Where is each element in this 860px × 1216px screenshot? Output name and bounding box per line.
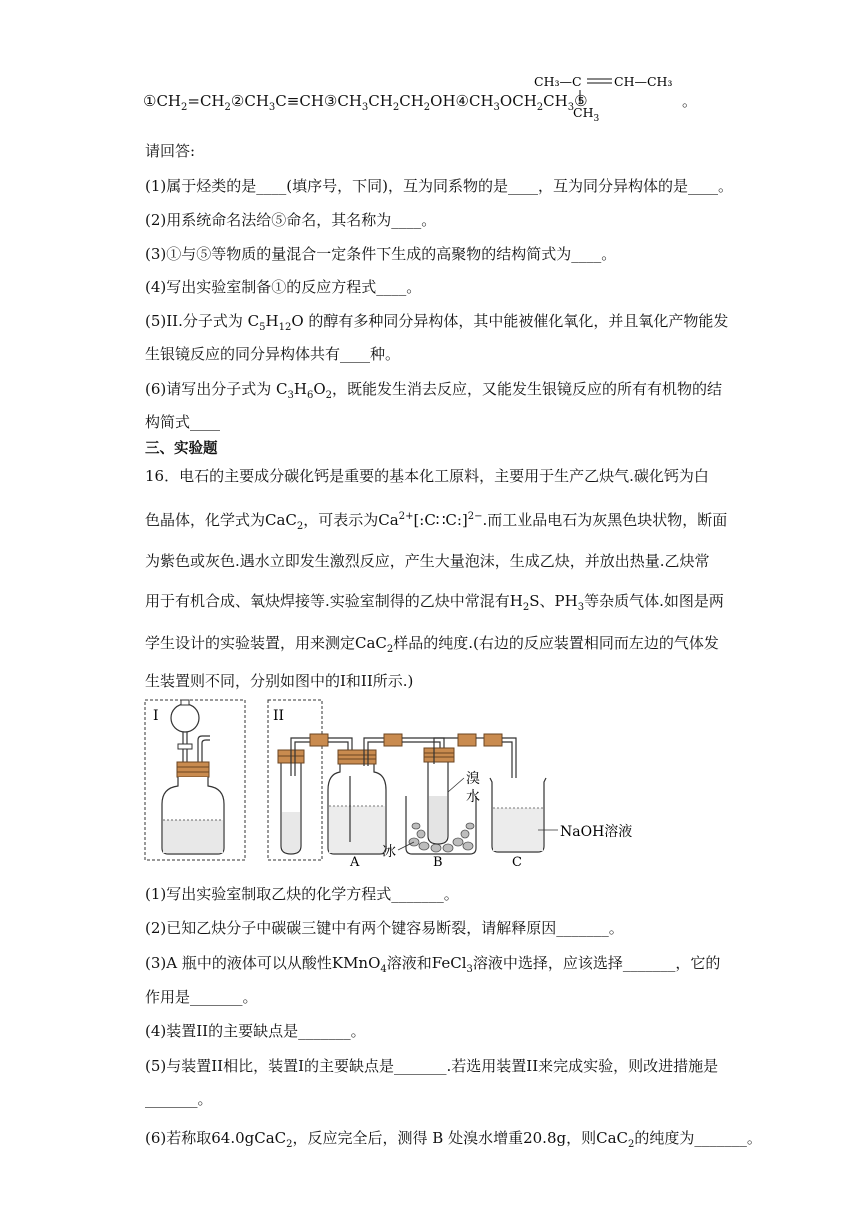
- subscript: 2: [296, 521, 304, 532]
- label-C: C: [512, 855, 522, 870]
- paragraph-16-line-2: [145, 509, 727, 531]
- text: O 的醇有多种同分异构体，其中能被催化氧化，并且氧化产物能发: [291, 312, 729, 330]
- question-6-line-1: [145, 378, 722, 400]
- compound-text: OH④CH: [430, 92, 494, 110]
- section-heading-experiment: 三、实验题: [145, 441, 218, 457]
- subscript: 5: [259, 322, 266, 333]
- funnel-stopcock: [178, 744, 192, 749]
- rubber-stopper-A: [338, 750, 376, 764]
- subscript: 3: [287, 390, 294, 401]
- exp-question-4: (4)装置II的主要缺点是_______。: [145, 1022, 366, 1040]
- experiment-apparatus-figure: [140, 696, 660, 874]
- text: S、PH: [529, 592, 578, 610]
- subscript: 2: [224, 102, 231, 113]
- funnel-bulb: [171, 704, 199, 732]
- text: 的纯度为_______。: [634, 1129, 762, 1147]
- compound-text: ②CH: [230, 92, 269, 110]
- paragraph-16-line-1: 16．电石的主要成分碳化钙是重要的基本化工原料，主要用于生产乙炔气.碳化钙为白: [145, 467, 709, 485]
- formula: CaC: [596, 1129, 629, 1147]
- subscript: 2: [628, 1139, 635, 1150]
- subscript: 3: [466, 964, 473, 975]
- label-A: A: [350, 855, 360, 870]
- connector-B-C-1: [458, 734, 476, 746]
- compound-text: CH: [368, 92, 393, 110]
- label-I: I: [153, 708, 159, 724]
- label-ice: 冰: [382, 844, 396, 860]
- exp-question-5-line-1: (5)与装置II相比，装置I的主要缺点是_______.若选用装置II来完成实验，则改进措施是: [145, 1057, 719, 1075]
- question-5-line-2: 生银镜反应的同分异构体共有____种。: [145, 345, 401, 363]
- connector-A-B: [384, 734, 402, 746]
- subscript: 2: [392, 102, 400, 113]
- subscript: 2: [536, 102, 544, 113]
- text: (6)请写出分子式为 C: [145, 380, 288, 398]
- text: 学生设计的实验装置，用来测定CaC: [145, 634, 387, 652]
- value: 20.8g: [523, 1129, 567, 1147]
- flask-I-liquid: [163, 820, 223, 853]
- text: 溶液和: [386, 954, 432, 972]
- text: 用于有机合成、氧炔焊接等.实验室制得的乙炔中常混有H: [145, 592, 523, 610]
- question-6-line-2: 构简式____: [145, 413, 221, 431]
- exp-question-3-line-1: [145, 952, 720, 974]
- question-1: (1)属于烃类的是____(填序号，下同)，互为同系物的是____，互为同分异构体的是____。: [145, 177, 733, 195]
- line-end-period: 。: [682, 92, 698, 110]
- subscript: 6: [306, 390, 314, 401]
- text: (6)若称取: [145, 1129, 212, 1147]
- label-bromine-2: 水: [466, 789, 480, 805]
- funnel-stopper: [181, 700, 189, 705]
- beaker-C-liquid: [493, 808, 543, 851]
- struct-right-text: CH—CH₃: [614, 74, 673, 89]
- compound-text: OCH: [499, 92, 537, 110]
- compound-text: =CH: [187, 92, 225, 110]
- text: 色晶体，化学式为CaC: [145, 511, 297, 529]
- connector-II-A: [310, 734, 328, 746]
- text: H: [293, 380, 307, 398]
- rubber-stopper-I: [177, 762, 209, 777]
- text: ，既能发生消去反应，又能发生银镜反应的所有有机物的结: [332, 380, 723, 398]
- subscript: 3: [361, 102, 369, 113]
- question-2: (2)用系统命名法给⑤命名，其名称为____。: [145, 211, 437, 229]
- bottle-A-liquid: [329, 806, 385, 853]
- text: H: [265, 312, 279, 330]
- text: (3)A 瓶中的液体可以从酸性: [145, 954, 332, 972]
- exp-question-2: (2)已知乙炔分子中碳碳三键中有两个键容易断裂，请解释原因_______。: [145, 919, 624, 937]
- compound-text: C≡CH③CH: [275, 92, 362, 110]
- compound-text: ①CH: [143, 92, 182, 110]
- label-II: II: [273, 708, 285, 724]
- subscript: 2: [181, 102, 188, 113]
- superscript: 2+: [398, 511, 414, 522]
- connector-B-C-2: [484, 734, 502, 746]
- paragraph-16-line-3: 为紫色或灰色.遇水立即发生激烈反应，产生大量泡沫，生成乙炔，并放出热量.乙炔常: [145, 552, 710, 570]
- question-3: (3)①与⑤等物质的量混合一定条件下生成的高聚物的结构简式为____。: [145, 245, 617, 263]
- bromine-water: [429, 796, 447, 843]
- subscript: 3: [577, 602, 585, 613]
- compound-text: CH: [399, 92, 424, 110]
- exp-question-1: (1)写出实验室制取乙炔的化学方程式_______。: [145, 885, 459, 903]
- paragraph-16-line-6: 生装置则不同，分别如图中的I和II所示.): [145, 672, 414, 690]
- text: 样品的纯度.(右边的反应装置相同而左边的气体发: [393, 634, 719, 652]
- formula: FeCl: [431, 954, 467, 972]
- subscript: 2: [286, 1139, 293, 1150]
- superscript: 2−: [467, 511, 483, 522]
- exp-question-3-line-2: 作用是_______。: [145, 988, 258, 1006]
- formula: KMnO: [331, 954, 381, 972]
- subscript: 3: [493, 102, 500, 113]
- bromine-pointer: [448, 778, 464, 792]
- text: O: [313, 380, 326, 398]
- text: .而工业品电石为灰黑色块状物，断面: [482, 511, 728, 529]
- label-naoh: NaOH溶液: [560, 824, 633, 840]
- question-4: (4)写出实验室制备①的反应方程式____。: [145, 278, 422, 296]
- subscript: 2: [522, 602, 530, 613]
- text: 溶液中选择，应该选择_______，它的: [472, 954, 721, 972]
- text: ，反应完全后，测得 B 处溴水增重: [292, 1129, 524, 1147]
- compound-list: [143, 90, 588, 112]
- please-answer: 请回答:: [145, 142, 196, 160]
- subscript: 12: [278, 322, 292, 333]
- struct-bottom-ch3: $CH_3$: [573, 105, 600, 124]
- structure-5-diagram: [530, 68, 680, 126]
- exp-question-6: [145, 1127, 762, 1149]
- text: (5)II.分子式为 C: [145, 312, 260, 330]
- text: ，可表示为Ca: [303, 511, 399, 529]
- paragraph-16-line-5: [145, 632, 719, 654]
- subscript: 3: [268, 102, 276, 113]
- rubber-stopper-B: [424, 748, 454, 762]
- subscript: 2: [423, 102, 431, 113]
- subscript: 2: [386, 644, 394, 655]
- subscript: 3: [567, 102, 575, 113]
- label-B: B: [433, 855, 443, 870]
- compound-text: ⑤: [574, 92, 588, 110]
- compound-text: CH: [543, 92, 568, 110]
- paragraph-16-line-4: [145, 590, 724, 612]
- exp-question-5-line-2: _______。: [145, 1090, 213, 1108]
- test-tube-liquid: [282, 812, 300, 853]
- question-5-line-1: [145, 310, 728, 332]
- text: 等杂质气体.如图是两: [584, 592, 724, 610]
- formula: 64.0gCaC: [211, 1129, 287, 1147]
- electron-formula: [:C∷C:]: [413, 511, 468, 529]
- text: ，则: [566, 1129, 597, 1147]
- struct-left-text: CH₃—C: [534, 74, 582, 89]
- subscript: 4: [380, 964, 387, 975]
- subscript: 2: [325, 390, 333, 401]
- label-bromine-1: 溴: [466, 771, 480, 787]
